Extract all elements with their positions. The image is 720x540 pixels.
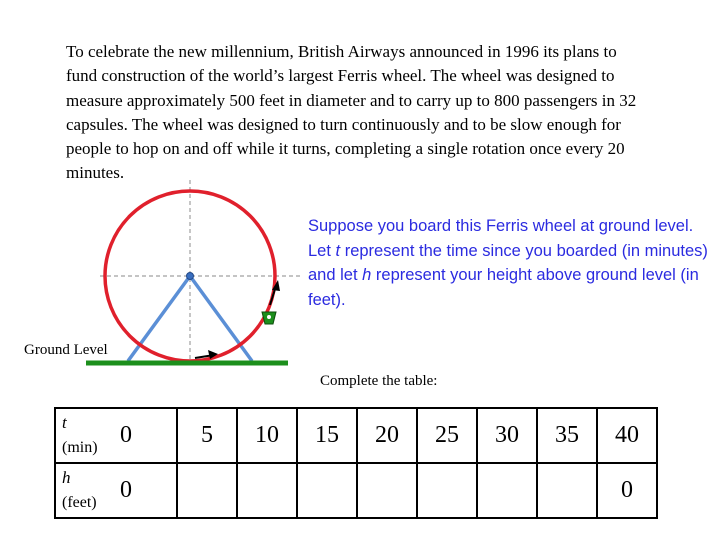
cell-t-3: 15 [297, 408, 357, 463]
hub-icon [187, 273, 194, 280]
cell-t-0: 0 [116, 408, 177, 463]
ground-level-label: Ground Level [24, 342, 108, 358]
row-unit-t: (min) [62, 439, 98, 456]
cell-h-7[interactable] [537, 463, 597, 518]
prompt-text-1: Suppose you board this Ferris wheel at ground level. Let [308, 217, 694, 260]
table-row-t [55, 408, 657, 463]
row-header-t [55, 408, 116, 463]
data-table [54, 407, 658, 519]
cell-t-2: 10 [237, 408, 297, 463]
intro-paragraph: To celebrate the new millennium, British Airways announced in 1996 its plans to fund construction of the world’s largest Ferris wheel. The wheel was designed to measure approximately 500 feet in diameter and to carry up to 800 passengers in 32 capsules. The wheel was designed to turn continuously and to be slow enough for people to hop on and off while it turns, completing a single rotation once every 20 minutes. [66, 42, 637, 183]
cell-h-8: 0 [597, 463, 657, 518]
prompt-var-t: t [335, 241, 341, 260]
row-unit-h: (feet) [62, 494, 97, 511]
cell-t-8: 40 [597, 408, 657, 463]
cell-t-5: 25 [417, 408, 477, 463]
cell-h-2[interactable] [237, 463, 297, 518]
prompt-var-h: h [362, 266, 372, 285]
cell-h-3[interactable] [297, 463, 357, 518]
cell-h-0: 0 [116, 463, 177, 518]
row-var-t: t [62, 413, 67, 432]
row-var-h: h [62, 468, 71, 487]
cell-h-6[interactable] [477, 463, 537, 518]
cell-h-5[interactable] [417, 463, 477, 518]
cell-t-1: 5 [177, 408, 237, 463]
cell-h-1[interactable] [177, 463, 237, 518]
cell-t-7: 35 [537, 408, 597, 463]
cell-t-4: 20 [357, 408, 417, 463]
cell-h-4[interactable] [357, 463, 417, 518]
prompt-text-2: represent the time since you boarded (in minutes) and let [308, 241, 708, 285]
complete-table-label: Complete the table: [320, 373, 438, 389]
table-row-h [55, 463, 657, 518]
prompt-text-3: represent your height above ground level (in feet). [308, 266, 699, 309]
row-header-h [55, 463, 116, 518]
cell-t-6: 30 [477, 408, 537, 463]
capsule-icon [262, 312, 276, 324]
